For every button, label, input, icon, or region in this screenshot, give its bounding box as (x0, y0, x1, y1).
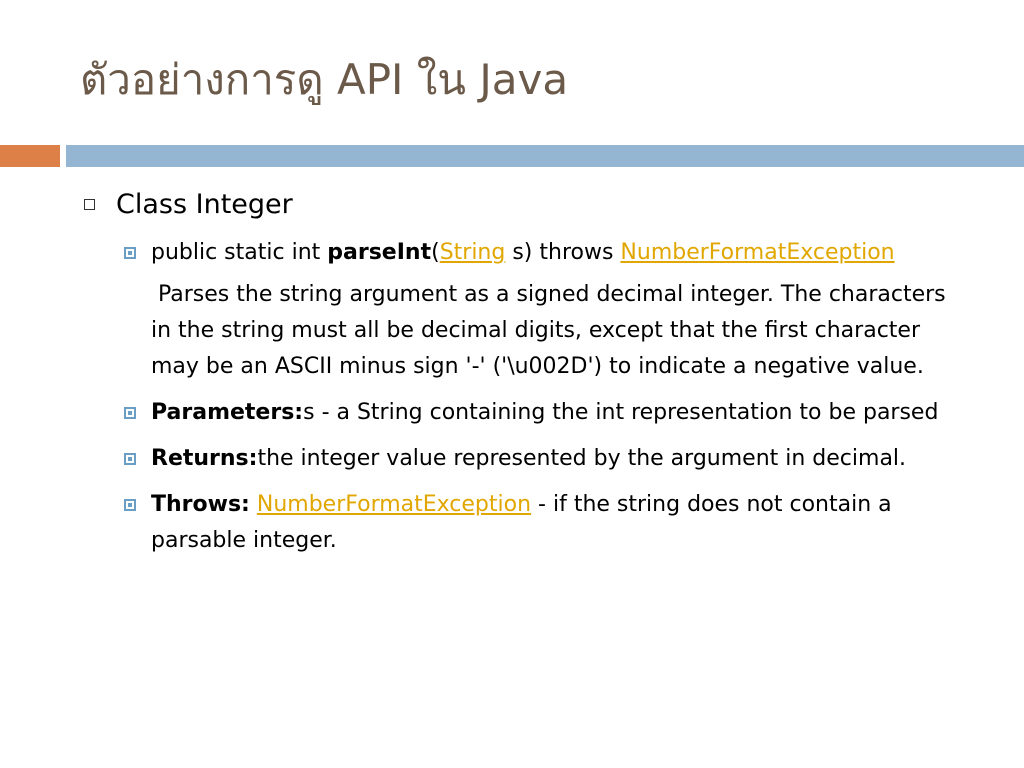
bullet-throws (80, 487, 961, 559)
method-after-param: s) throws (505, 240, 621, 265)
returns-text: the integer value represented by the argument in decimal. (257, 446, 907, 471)
bullet-class-integer (80, 185, 980, 225)
class-integer-text: Class Integer (116, 189, 293, 220)
throws-text: - if the string does not contain a parsable integer. (151, 492, 892, 553)
square-bullet-icon (124, 499, 136, 511)
method-description-text: Parses the string argument as a signed decimal integer. The characters in the string must all be decimal digits, except that the first character may be an ASCII minus sign '-' ('\u002D') to indicate a negative value. (151, 282, 946, 379)
method-open-paren: ( (431, 240, 440, 265)
string-type-link[interactable]: String (439, 240, 506, 265)
parameters-text: s - a String containing the int representation to be parsed (303, 400, 939, 425)
throws-numberformatexception-link[interactable]: NumberFormatException (256, 492, 532, 517)
throws-space (250, 492, 257, 517)
numberformatexception-link[interactable]: NumberFormatException (620, 240, 895, 265)
method-name: parseInt (327, 240, 432, 265)
title-accent-bar-blue (66, 145, 1024, 167)
bullet-returns (80, 441, 961, 477)
square-bullet-icon (124, 407, 136, 419)
returns-label: Returns: (151, 446, 258, 471)
method-description (80, 277, 961, 385)
bullet-method-signature (80, 235, 961, 271)
method-prefix: public static int (151, 240, 328, 265)
square-bullet-icon (124, 453, 136, 465)
title-accent-bar-orange (0, 145, 60, 167)
bullet-parameters (80, 395, 961, 431)
slide-content (80, 185, 980, 559)
square-bullet-icon (124, 247, 136, 259)
slide-title: ตัวอย่างการดู API ใน Java (80, 55, 569, 104)
parameters-label: Parameters: (151, 400, 304, 425)
hollow-square-bullet-icon (84, 199, 95, 210)
throws-label: Throws: (151, 492, 250, 517)
